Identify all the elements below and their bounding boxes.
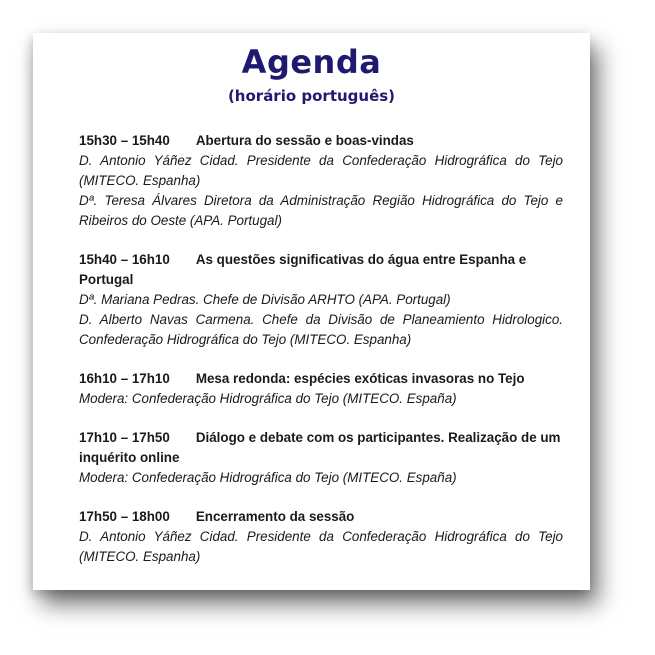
agenda-item-header bbox=[79, 507, 563, 527]
agenda-item-header bbox=[79, 131, 563, 151]
agenda-item-header bbox=[79, 369, 563, 389]
agenda-item-time: 15h30 – 15h40 bbox=[79, 133, 170, 148]
agenda-item-moderator: Modera: Confederação Hidrográfica do Tejo (MITECO. España) bbox=[79, 391, 457, 406]
agenda-item-time: 17h50 – 18h00 bbox=[79, 509, 170, 524]
agenda-item bbox=[79, 428, 563, 488]
agenda-item-topic: Diálogo e debate com os participantes. Realização de um inquérito online bbox=[79, 430, 561, 465]
agenda-item-speaker: Dª. Mariana Pedras. Chefe de Divisão ARHTO (APA. Portugal) bbox=[79, 292, 451, 307]
agenda-item bbox=[79, 250, 563, 350]
agenda-item-speaker: D. Antonio Yáñez Cidad. Presidente da Confederação Hidrográfica do Tejo (MITECO. Espanha) bbox=[79, 529, 563, 564]
agenda-list bbox=[79, 131, 563, 586]
agenda-item-time: 16h10 – 17h10 bbox=[79, 371, 170, 386]
agenda-item-header bbox=[79, 250, 563, 290]
agenda-item-time: 15h40 – 16h10 bbox=[79, 252, 170, 267]
agenda-item-time: 17h10 – 17h50 bbox=[79, 430, 170, 445]
agenda-item-topic: Mesa redonda: espécies exóticas invasoras no Tejo bbox=[195, 371, 525, 386]
agenda-item-header bbox=[79, 428, 563, 468]
agenda-item bbox=[79, 131, 563, 231]
agenda-item-topic: As questões significativas do água entre Espanha e Portugal bbox=[79, 252, 527, 287]
agenda-item-speaker: Dª. Teresa Álvares Diretora da Administração Região Hidrográfica do Tejo e Ribeiros do Oeste (APA. Portugal) bbox=[79, 193, 563, 228]
agenda-title: Agenda bbox=[241, 43, 382, 81]
agenda-item-speaker: D. Antonio Yáñez Cidad. Presidente da Confederação Hidrográfica do Tejo (MITECO. Espanha) bbox=[79, 153, 563, 188]
agenda-item-speaker: D. Alberto Navas Carmena. Chefe da Divisão de Planeamiento Hidrologico. Confederação Hidrográfica do Tejo (MITECO. Espanha) bbox=[79, 312, 563, 347]
agenda-subtitle: (horário português) bbox=[227, 87, 396, 105]
agenda-item bbox=[79, 369, 563, 409]
agenda-item-topic: Encerramento da sessão bbox=[195, 509, 355, 524]
agenda-item-topic: Abertura do sessão e boas-vindas bbox=[195, 133, 414, 148]
agenda-card bbox=[33, 33, 590, 590]
agenda-item-moderator: Modera: Confederação Hidrográfica do Tejo (MITECO. España) bbox=[79, 470, 457, 485]
agenda-item bbox=[79, 507, 563, 567]
